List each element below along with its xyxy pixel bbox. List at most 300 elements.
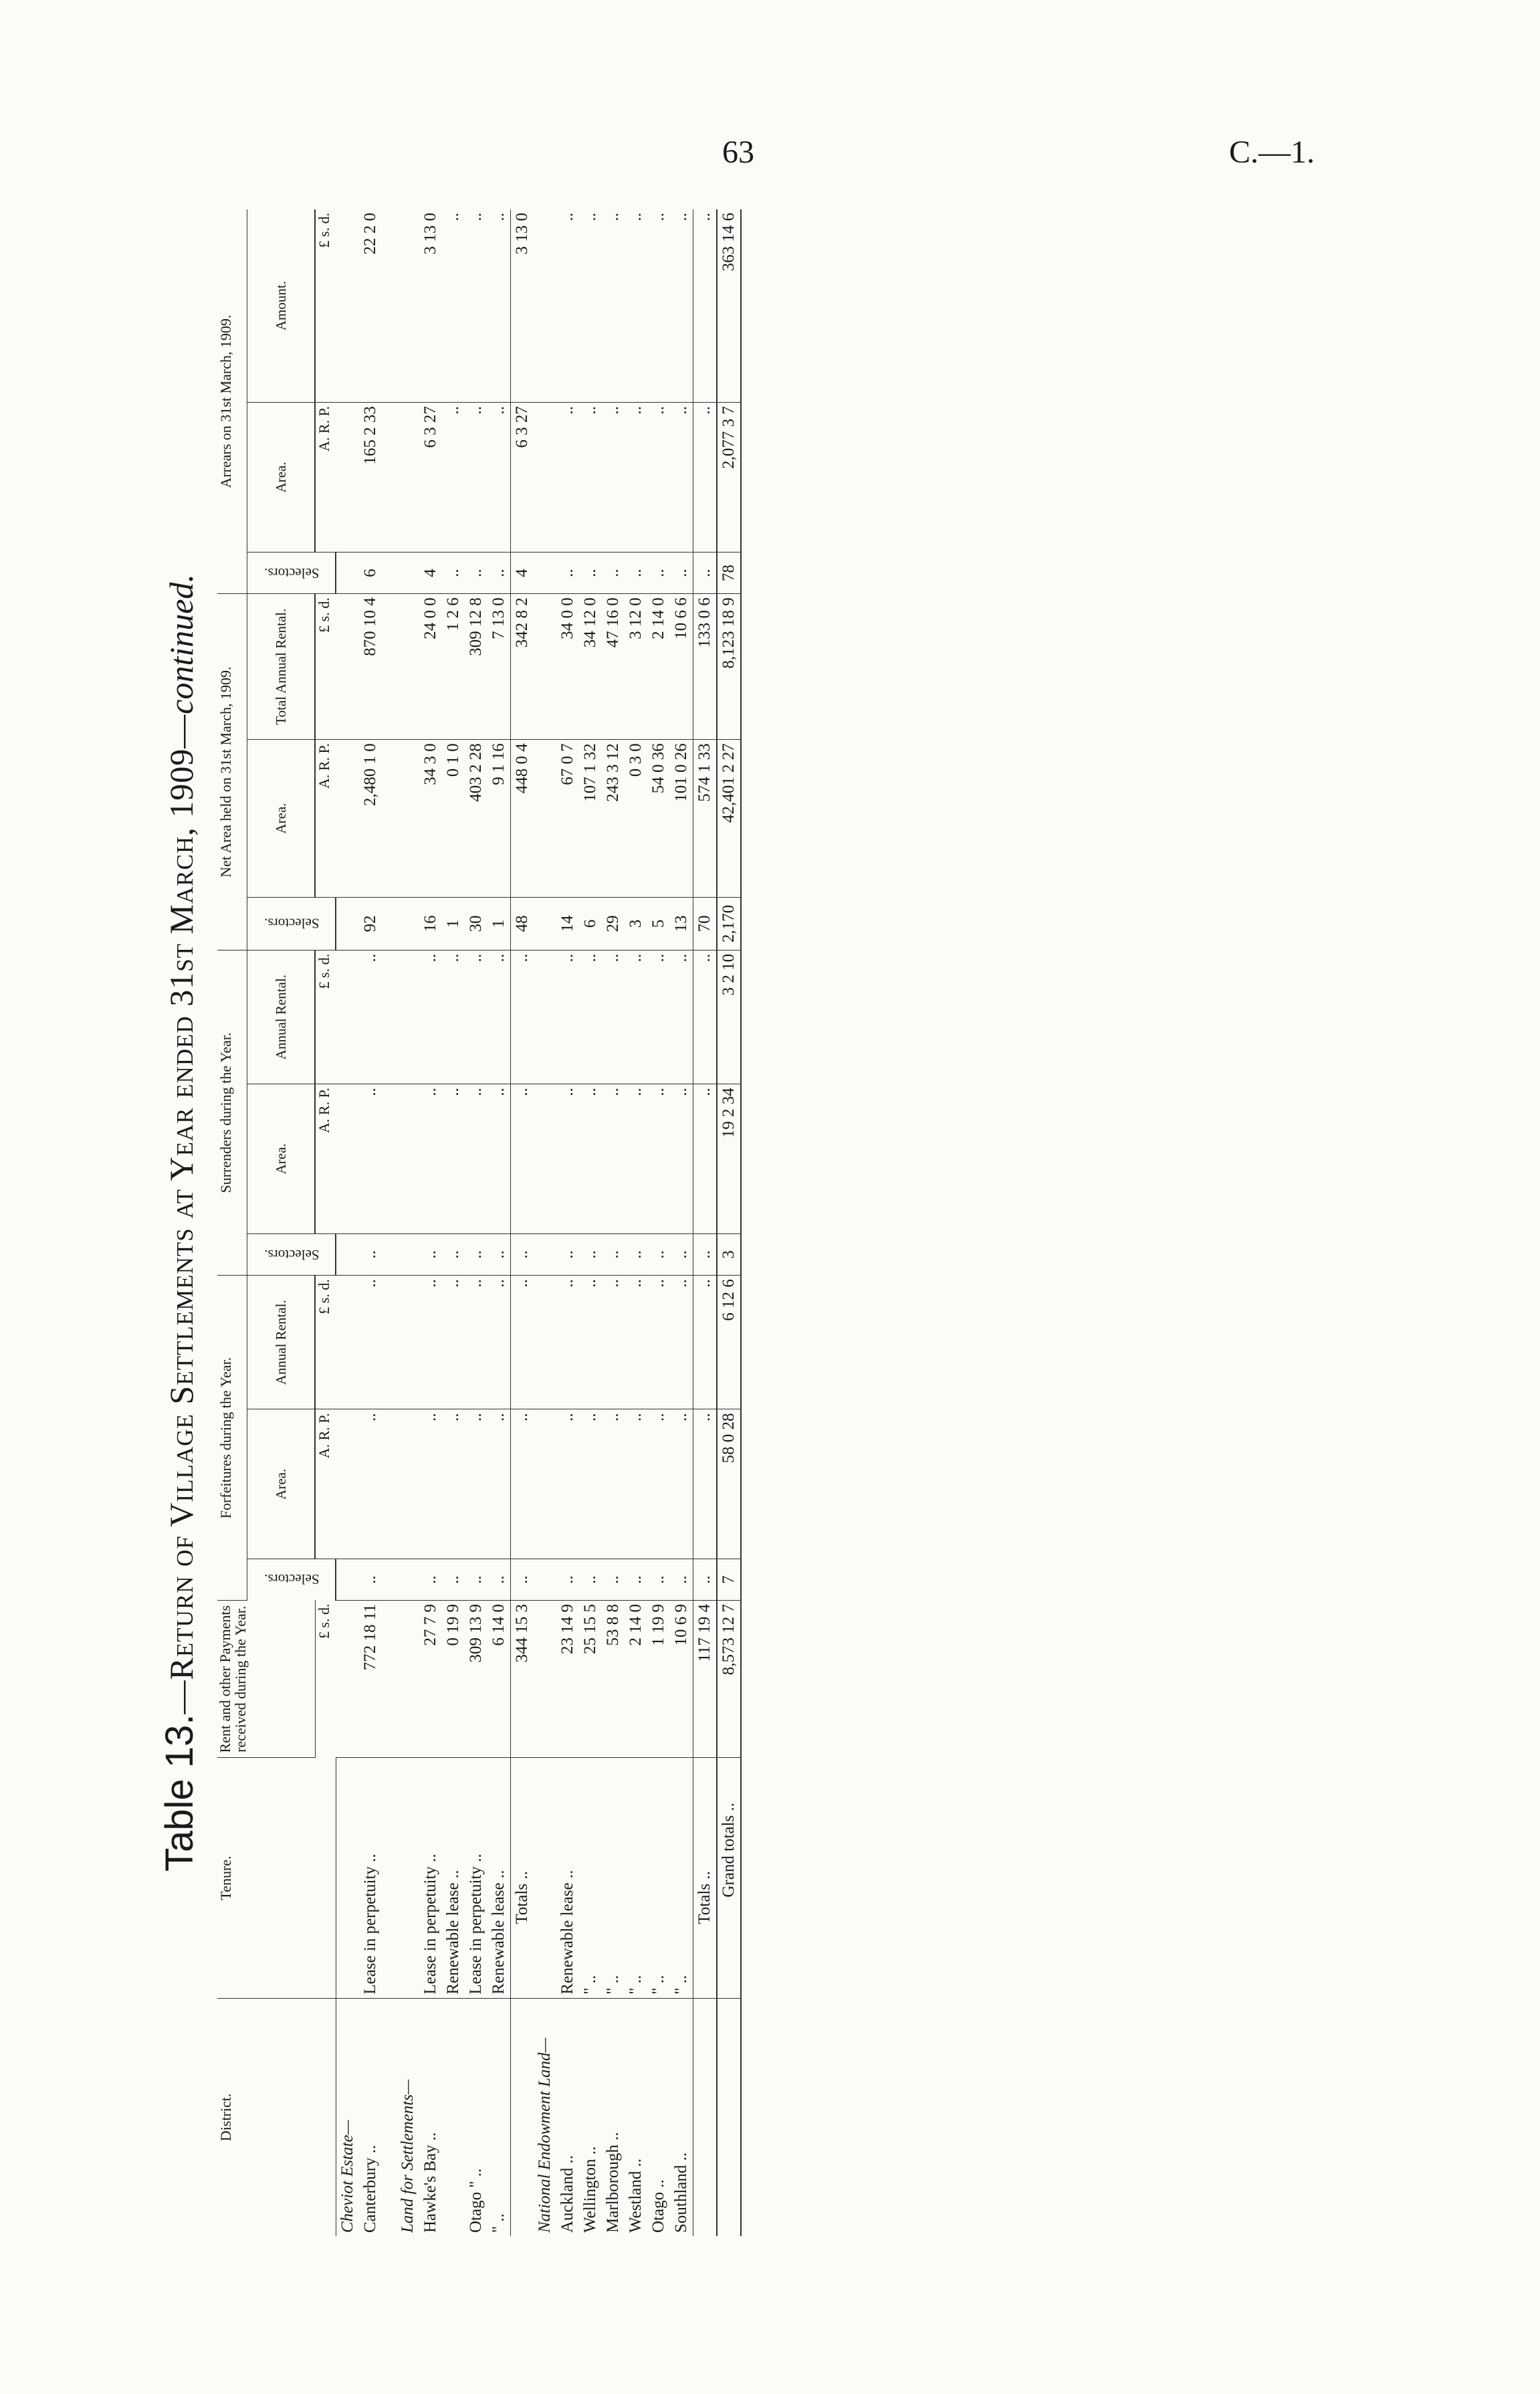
- cell-a-area: ..: [647, 403, 670, 553]
- cell-rent: [336, 1600, 359, 1758]
- cell-s-sel: ..: [465, 1233, 487, 1275]
- table-number: Table 13.: [158, 1714, 201, 1872]
- cell-s-sel: ..: [647, 1233, 670, 1275]
- cell-s-rent: ..: [419, 950, 442, 1084]
- cell-n-area: [534, 740, 556, 898]
- cell-n-area: 574 1 33: [693, 740, 718, 898]
- cell-district: Wellington ..: [581, 2146, 599, 2233]
- cell-n-area: 101 0 26: [670, 740, 693, 898]
- header-arrears-area: Area.: [247, 403, 316, 553]
- cell-tenure: Renewable lease ..: [487, 1758, 511, 1998]
- cell-f-rent: ..: [625, 1276, 647, 1409]
- cell-a-area: ..: [487, 403, 511, 553]
- cell-f-sel: ..: [511, 1559, 534, 1601]
- cell-s-sel: ..: [602, 1233, 625, 1275]
- cell-n-rent: [382, 594, 397, 740]
- cell-f-area: ..: [511, 1409, 534, 1559]
- unit-net-area: A. R. P.: [315, 740, 336, 898]
- header-rent: Rent and other Payments received during the Year.: [217, 1600, 315, 1758]
- cell-s-sel: [382, 1233, 397, 1275]
- cell-f-sel: 7: [717, 1559, 741, 1601]
- cell-s-sel: ..: [579, 1233, 602, 1275]
- cell-n-sel: 3: [625, 897, 647, 950]
- cell-n-rent: 309 12 8: [465, 594, 487, 740]
- header-district: District.: [217, 1998, 336, 2236]
- cell-district: [511, 1998, 534, 2236]
- cell-a-area: ..: [465, 403, 487, 553]
- cell-tenure: [534, 1758, 556, 1998]
- table-row: [647, 209, 670, 2236]
- cell-tenure: [382, 1758, 397, 1998]
- unit-forfeit-rental: £ s. d.: [315, 1276, 336, 1409]
- cell-s-sel: ..: [442, 1233, 465, 1275]
- cell-a-amt: [382, 209, 397, 403]
- cell-s-rent: ..: [602, 950, 625, 1084]
- cell-f-area: ..: [602, 1409, 625, 1559]
- cell-f-area: ..: [442, 1409, 465, 1559]
- cell-tenure: Grand totals ..: [717, 1758, 741, 1998]
- header-forfeit-rental: Annual Rental.: [247, 1276, 316, 1409]
- cell-n-sel: 16: [419, 897, 442, 950]
- cell-n-rent: 8,123 18 9: [717, 594, 741, 740]
- cell-n-rent: 34 0 0: [556, 594, 579, 740]
- cell-s-rent: [397, 950, 419, 1084]
- cell-rent: 117 19 4: [693, 1600, 718, 1758]
- cell-s-sel: ..: [556, 1233, 579, 1275]
- cell-s-rent: ..: [511, 950, 534, 1084]
- cell-a-sel: ..: [556, 552, 579, 593]
- cell-a-amt: [397, 209, 419, 403]
- cell-a-area: ..: [579, 403, 602, 553]
- cell-a-area: ..: [625, 403, 647, 553]
- cell-f-area: [382, 1409, 397, 1559]
- cell-district: Canterbury ..: [361, 2144, 379, 2233]
- cell-f-sel: ..: [670, 1559, 693, 1601]
- header-surrender-rental: Annual Rental.: [247, 950, 316, 1084]
- unit-rent: £ s. d.: [315, 1603, 332, 1639]
- cell-district: " ..: [489, 2213, 508, 2233]
- header-surrenders: Surrenders during the Year.: [217, 950, 247, 1275]
- cell-a-amt: 3 13 0: [511, 209, 534, 403]
- rotated-table-block: [157, 209, 906, 2236]
- cell-s-rent: ..: [693, 950, 718, 1084]
- cell-a-sel: ..: [647, 552, 670, 593]
- cell-a-area: [382, 403, 397, 553]
- cell-rent: 0 19 9: [442, 1600, 465, 1758]
- cell-f-sel: ..: [602, 1559, 625, 1601]
- cell-s-sel: [336, 1233, 359, 1275]
- cell-rent: 8,573 12 7: [717, 1600, 741, 1758]
- cell-n-sel: [534, 897, 556, 950]
- cell-s-area: ..: [579, 1084, 602, 1234]
- cell-a-sel: ..: [602, 552, 625, 593]
- cell-rent: 1 19 9: [647, 1600, 670, 1758]
- grand-totals-row: [717, 209, 741, 2236]
- cell-a-amt: ..: [442, 209, 465, 403]
- cell-n-sel: 1: [442, 897, 465, 950]
- cell-n-sel: 6: [579, 897, 602, 950]
- cell-a-area: ..: [442, 403, 465, 553]
- cell-a-area: ..: [602, 403, 625, 553]
- cell-s-area: [382, 1084, 397, 1234]
- cell-n-sel: 14: [556, 897, 579, 950]
- cell-a-amt: 363 14 6: [717, 209, 741, 403]
- cell-n-sel: [336, 897, 359, 950]
- cell-f-sel: ..: [487, 1559, 511, 1601]
- cell-f-rent: ..: [487, 1276, 511, 1409]
- cell-n-sel: 70: [693, 897, 718, 950]
- cell-s-area: [534, 1084, 556, 1234]
- cell-tenure: Totals ..: [511, 1758, 534, 1998]
- cell-district: Cheviot Estate—: [338, 2120, 356, 2233]
- cell-f-sel: ..: [465, 1559, 487, 1601]
- cell-s-area: ..: [442, 1084, 465, 1234]
- cell-s-rent: ..: [465, 950, 487, 1084]
- cell-a-area: 2,077 3 7: [717, 403, 741, 553]
- cell-a-area: ..: [670, 403, 693, 553]
- cell-f-sel: [382, 1559, 397, 1601]
- header-arrears-amount: Amount.: [247, 209, 316, 403]
- header-tenure: Tenure.: [217, 1758, 336, 1998]
- cell-f-area: ..: [487, 1409, 511, 1559]
- cell-n-area: [382, 740, 397, 898]
- table-body: [336, 209, 741, 2236]
- cell-s-sel: ..: [487, 1233, 511, 1275]
- cell-s-sel: [534, 1233, 556, 1275]
- table-row: [625, 209, 647, 2236]
- cell-rent: 23 14 9: [556, 1600, 579, 1758]
- cell-a-area: [397, 403, 419, 553]
- cell-n-area: 9 1 16: [487, 740, 511, 898]
- cell-f-area: ..: [359, 1409, 382, 1559]
- table-row: [465, 209, 487, 2236]
- unit-forfeit-area: A. R. P.: [315, 1409, 336, 1559]
- cell-district: [717, 1998, 741, 2236]
- cell-district: Southland ..: [672, 2152, 690, 2233]
- cell-s-area: ..: [647, 1084, 670, 1234]
- cell-s-sel: ..: [670, 1233, 693, 1275]
- cell-n-area: 448 0 4: [511, 740, 534, 898]
- unit-net-rental: £ s. d.: [315, 594, 336, 740]
- cell-n-rent: 870 10 4: [359, 594, 382, 740]
- cell-f-rent: ..: [419, 1276, 442, 1409]
- cell-n-rent: 2 14 0: [647, 594, 670, 740]
- cell-n-sel: 1: [487, 897, 511, 950]
- header-net-total-rental: Total Annual Rental.: [247, 594, 316, 740]
- cell-a-area: [336, 403, 359, 553]
- cell-f-area: ..: [556, 1409, 579, 1559]
- table-row: [670, 209, 693, 2236]
- table-row: [487, 209, 511, 2236]
- cell-f-rent: ..: [556, 1276, 579, 1409]
- table-title-suffix: continued.: [162, 574, 200, 714]
- cell-f-area: ..: [647, 1409, 670, 1559]
- cell-n-area: [397, 740, 419, 898]
- cell-f-area: [336, 1409, 359, 1559]
- cell-s-rent: [534, 950, 556, 1084]
- cell-s-area: ..: [625, 1084, 647, 1234]
- unit-arrears-amount: £ s. d.: [315, 209, 336, 403]
- table-row: [442, 209, 465, 2236]
- cell-rent: 10 6 9: [670, 1600, 693, 1758]
- cell-a-amt: ..: [693, 209, 718, 403]
- cell-a-amt: ..: [647, 209, 670, 403]
- cell-f-area: [397, 1409, 419, 1559]
- cell-district: Auckland ..: [558, 2155, 576, 2233]
- cell-f-rent: ..: [359, 1276, 382, 1409]
- cell-a-sel: ..: [670, 552, 693, 593]
- table-title-text: —Return of Village Settlements at Year ended 31st March, 1909—: [162, 714, 200, 1714]
- page-number: 63: [722, 134, 754, 170]
- cell-n-sel: 29: [602, 897, 625, 950]
- cell-s-area: ..: [511, 1084, 534, 1234]
- cell-n-area: 107 1 32: [579, 740, 602, 898]
- cell-f-area: ..: [419, 1409, 442, 1559]
- cell-f-rent: [336, 1276, 359, 1409]
- cell-a-amt: 22 2 0: [359, 209, 382, 403]
- cell-rent: 27 7 9: [419, 1600, 442, 1758]
- cell-district: National Endowment Land—: [536, 2037, 554, 2233]
- cell-f-area: 58 0 28: [717, 1409, 741, 1559]
- cell-tenure: Renewable lease ..: [556, 1758, 579, 1998]
- cell-n-area: 42,401 2 27: [717, 740, 741, 898]
- unit-surrender-area: A. R. P.: [315, 1084, 336, 1234]
- header-arrears-selectors: Selectors.: [247, 552, 336, 593]
- cell-f-sel: [397, 1559, 419, 1601]
- unit-surrender-rental: £ s. d.: [315, 950, 336, 1084]
- cell-a-area: [534, 403, 556, 553]
- cell-f-area: ..: [625, 1409, 647, 1559]
- cell-tenure: Lease in perpetuity ..: [465, 1758, 487, 1998]
- cell-f-sel: ..: [419, 1559, 442, 1601]
- group-heading-row: [336, 209, 359, 2236]
- cell-a-area: ..: [693, 403, 718, 553]
- cell-f-area: ..: [579, 1409, 602, 1559]
- cell-s-rent: ..: [442, 950, 465, 1084]
- cell-s-rent: ..: [625, 950, 647, 1084]
- cell-f-sel: ..: [647, 1559, 670, 1601]
- cell-f-sel: ..: [442, 1559, 465, 1601]
- cell-f-area: [534, 1409, 556, 1559]
- cell-s-area: ..: [465, 1084, 487, 1234]
- cell-s-sel: ..: [625, 1233, 647, 1275]
- cell-a-amt: ..: [556, 209, 579, 403]
- cell-s-area: [336, 1084, 359, 1234]
- cell-n-area: 34 3 0: [419, 740, 442, 898]
- cell-rent: 53 8 8: [602, 1600, 625, 1758]
- header-forfeit-area: Area.: [247, 1409, 316, 1559]
- cell-tenure: " ..: [579, 1758, 602, 1998]
- cell-s-area: ..: [359, 1084, 382, 1234]
- cell-f-sel: ..: [359, 1559, 382, 1601]
- cell-n-rent: [534, 594, 556, 740]
- group-heading-row: [397, 209, 419, 2236]
- cell-a-amt: ..: [625, 209, 647, 403]
- cell-n-rent: 3 12 0: [625, 594, 647, 740]
- cell-a-sel: 4: [419, 552, 442, 593]
- cell-f-rent: [534, 1276, 556, 1409]
- cell-a-sel: 6: [359, 552, 382, 593]
- cell-n-rent: 1 2 6: [442, 594, 465, 740]
- cell-rent: 772 18 11: [359, 1600, 382, 1758]
- cell-rent: 344 15 3: [511, 1600, 534, 1758]
- cell-a-area: 165 2 33: [359, 403, 382, 553]
- cell-n-area: 67 0 7: [556, 740, 579, 898]
- cell-n-area: [336, 740, 359, 898]
- cell-f-rent: ..: [465, 1276, 487, 1409]
- cell-n-rent: 7 13 0: [487, 594, 511, 740]
- cell-n-sel: [382, 897, 397, 950]
- cell-f-sel: ..: [556, 1559, 579, 1601]
- cell-f-rent: [397, 1276, 419, 1409]
- table-row: [359, 209, 382, 2236]
- cell-n-sel: 30: [465, 897, 487, 950]
- cell-s-sel: 3: [717, 1233, 741, 1275]
- cell-s-rent: ..: [647, 950, 670, 1084]
- cell-a-amt: ..: [465, 209, 487, 403]
- header-forfeitures: Forfeitures during the Year.: [217, 1276, 247, 1601]
- cell-tenure: Lease in perpetuity ..: [359, 1758, 382, 1998]
- cell-tenure: Renewable lease ..: [442, 1758, 465, 1998]
- cell-n-rent: 34 12 0: [579, 594, 602, 740]
- cell-a-sel: [534, 552, 556, 593]
- cell-a-sel: ..: [487, 552, 511, 593]
- cell-a-area: 6 3 27: [511, 403, 534, 553]
- cell-a-amt: [534, 209, 556, 403]
- cell-n-area: 0 3 0: [625, 740, 647, 898]
- cell-rent: 309 13 9: [465, 1600, 487, 1758]
- cell-n-rent: 47 16 0: [602, 594, 625, 740]
- cell-f-sel: ..: [693, 1559, 718, 1601]
- cell-s-area: ..: [693, 1084, 718, 1234]
- cell-district: Marlborough ..: [604, 2132, 622, 2233]
- cell-n-rent: 24 0 0: [419, 594, 442, 740]
- cell-s-rent: ..: [359, 950, 382, 1084]
- cell-s-sel: ..: [359, 1233, 382, 1275]
- cell-tenure: [336, 1758, 359, 1998]
- cell-a-sel: ..: [465, 552, 487, 593]
- cell-a-amt: [336, 209, 359, 403]
- cell-n-rent: [397, 594, 419, 740]
- table-row: [579, 209, 602, 2236]
- cell-n-rent: 133 0 6: [693, 594, 718, 740]
- cell-n-area: 54 0 36: [647, 740, 670, 898]
- table-row: [419, 209, 442, 2236]
- cell-n-sel: 48: [511, 897, 534, 950]
- cell-a-area: 6 3 27: [419, 403, 442, 553]
- cell-a-amt: ..: [579, 209, 602, 403]
- cell-s-area: ..: [602, 1084, 625, 1234]
- cell-s-rent: [382, 950, 397, 1084]
- cell-n-rent: 10 6 6: [670, 594, 693, 740]
- cell-s-area: 19 2 34: [717, 1084, 741, 1234]
- cell-a-sel: ..: [579, 552, 602, 593]
- table-row: [602, 209, 625, 2236]
- cell-n-area: 0 1 0: [442, 740, 465, 898]
- cell-s-area: ..: [670, 1084, 693, 1234]
- cell-f-sel: [534, 1559, 556, 1601]
- cell-n-area: 243 3 12: [602, 740, 625, 898]
- cell-s-rent: [336, 950, 359, 1084]
- unit-arrears-area: A. R. P.: [315, 403, 336, 553]
- cell-n-area: 2,480 1 0: [359, 740, 382, 898]
- header-surrender-area: Area.: [247, 1084, 316, 1234]
- cell-f-area: ..: [693, 1409, 718, 1559]
- cell-rent: 25 15 5: [579, 1600, 602, 1758]
- cell-n-rent: 342 8 2: [511, 594, 534, 740]
- cell-tenure: Totals ..: [693, 1758, 718, 1998]
- cell-s-rent: ..: [556, 950, 579, 1084]
- cell-n-rent: [336, 594, 359, 740]
- cell-rent: [382, 1600, 397, 1758]
- cell-f-rent: ..: [602, 1276, 625, 1409]
- cell-a-sel: [397, 552, 419, 593]
- cell-f-rent: [382, 1276, 397, 1409]
- cell-a-amt: 3 13 0: [419, 209, 442, 403]
- cell-a-sel: ..: [442, 552, 465, 593]
- cell-f-sel: [336, 1559, 359, 1601]
- totals-row: [511, 209, 534, 2236]
- cell-a-amt: ..: [487, 209, 511, 403]
- cell-a-sel: 78: [717, 552, 741, 593]
- cell-s-area: ..: [556, 1084, 579, 1234]
- cell-a-sel: 4: [511, 552, 534, 593]
- cell-n-area: 403 2 28: [465, 740, 487, 898]
- header-net-area: Net Area held on 31st March, 1909.: [217, 594, 247, 951]
- cell-s-sel: ..: [419, 1233, 442, 1275]
- cell-f-sel: ..: [625, 1559, 647, 1601]
- cell-tenure: " ..: [670, 1758, 693, 1998]
- cell-f-rent: ..: [579, 1276, 602, 1409]
- cell-rent: [397, 1600, 419, 1758]
- cell-district: Otago ..: [649, 2179, 667, 2233]
- cell-s-rent: ..: [579, 950, 602, 1084]
- cell-s-area: [397, 1084, 419, 1234]
- header-surrender-selectors: Selectors.: [247, 1233, 336, 1275]
- group-heading-row: [534, 209, 556, 2236]
- cell-s-area: ..: [487, 1084, 511, 1234]
- cell-f-area: ..: [670, 1409, 693, 1559]
- cell-s-sel: [397, 1233, 419, 1275]
- cell-f-rent: ..: [670, 1276, 693, 1409]
- village-settlements-table: [217, 209, 742, 2236]
- cell-f-rent: ..: [647, 1276, 670, 1409]
- cell-f-sel: ..: [579, 1559, 602, 1601]
- totals-row: [693, 209, 718, 2236]
- cell-tenure: " ..: [625, 1758, 647, 1998]
- cell-n-sel: 5: [647, 897, 670, 950]
- cell-a-sel: [382, 552, 397, 593]
- cell-n-sel: 2,170: [717, 897, 741, 950]
- header-net-selectors: Selectors.: [247, 897, 336, 950]
- cell-rent: 6 14 0: [487, 1600, 511, 1758]
- header-arrears: Arrears on 31st March, 1909.: [217, 209, 247, 594]
- cell-district: [693, 1998, 718, 2236]
- header-forfeit-selectors: Selectors.: [247, 1559, 336, 1601]
- cell-s-rent: ..: [487, 950, 511, 1084]
- cell-a-area: ..: [556, 403, 579, 553]
- cell-s-sel: ..: [511, 1233, 534, 1275]
- cell-s-rent: ..: [670, 950, 693, 1084]
- cell-district: Westland ..: [627, 2158, 645, 2233]
- header-net-area-col: Area.: [247, 740, 316, 898]
- cell-a-amt: ..: [670, 209, 693, 403]
- cell-tenure: Lease in perpetuity ..: [419, 1758, 442, 1998]
- cell-n-sel: 92: [359, 897, 382, 950]
- cell-s-sel: ..: [693, 1233, 718, 1275]
- cell-f-rent: ..: [442, 1276, 465, 1409]
- cell-district: Otago " ..: [467, 2168, 485, 2233]
